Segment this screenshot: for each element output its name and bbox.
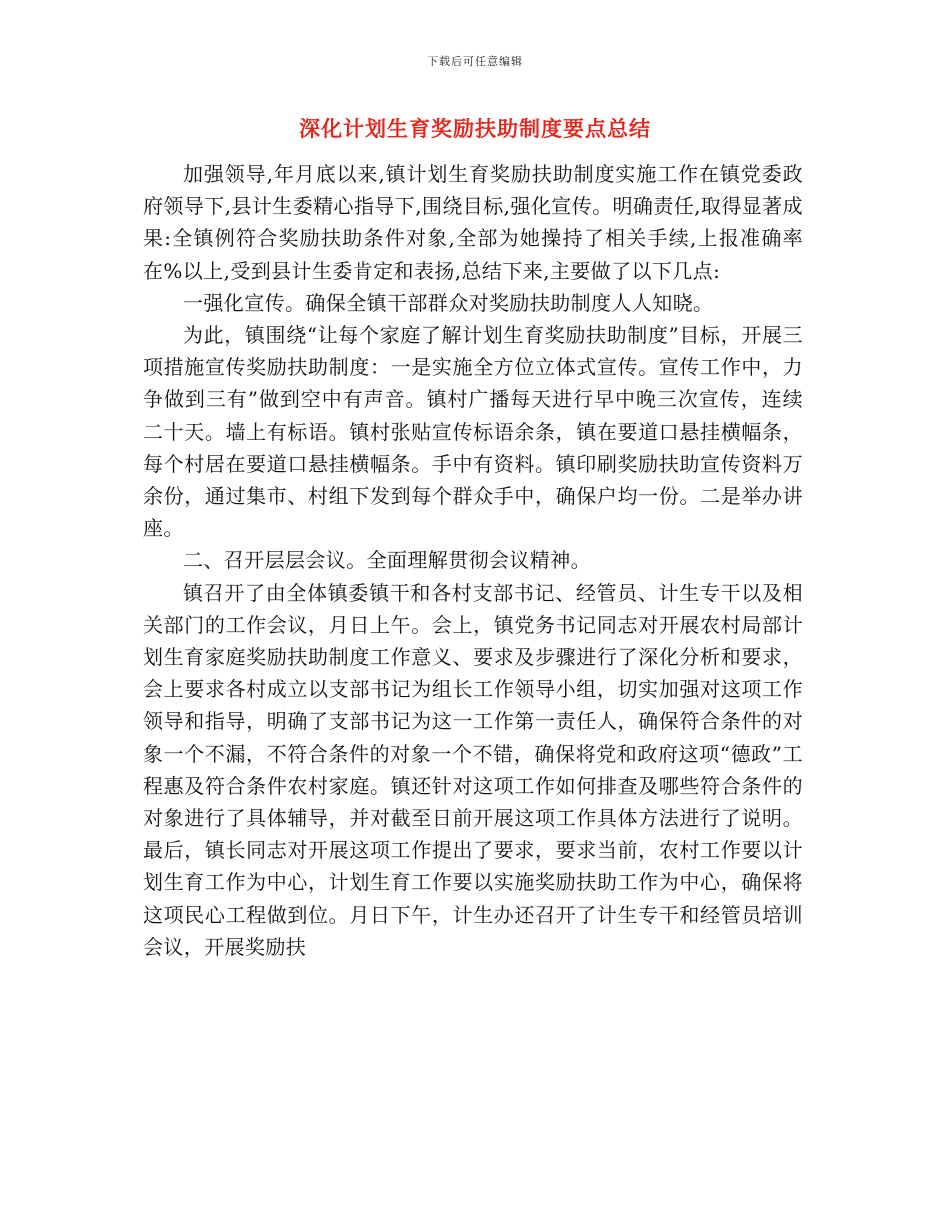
paragraph: 加强领导,年月底以来,镇计划生育奖励扶助制度实施工作在镇党委政府领导下,县计生委精心指导下,围绕目标,强化宣传。明确责任,取得显著成果:全镇例符合奖励扶助条件对象,全部为她操持了相关手续,上报准确率在%以上,受到县计生委肯定和表扬,总结下来,主要做了以下几点:	[143, 162, 803, 283]
paragraph: 二、召开层层会议。全面理解贯彻会议精神。	[183, 548, 591, 573]
paragraph: 镇召开了由全体镇委镇干和各村支部书记、经管员、计生专干以及相关部门的工作会议，月日上午。会上，镇党务书记同志对开展农村局部计划生育家庭奖励扶助制度工作意义、要求及步骤进行了深化分析和要求，会上要求各村成立以支部书记为组长工作领导小组，切实加强对这项工作领导和指导，明确了支部书记为这一工作第一责任人，确保符合条件的对象一个不漏，不符合条件的对象一个不错，确保将党和政府这项“德政”工程惠及符合条件农村家庭。镇还针对这项工作如何排查及哪些符合条件的对象进行了具体辅导，并对截至日前开展这项工作具体方法进行了说明。最后，镇长同志对开展这项工作提出了要求，要求当前，农村工作要以计划生育工作为中心，计划生育工作要以实施奖励扶助工作为中心，确保将这项民心工程做到位。月日下午，计生办还召开了计生专干和经管员培训会议，开展奖励扶	[143, 580, 803, 959]
document-body	[143, 158, 803, 963]
paragraph: 为此，镇围绕“让每个家庭了解计划生育奖励扶助制度”目标，开展三项措施宣传奖励扶助制度：一是实施全方位立体式宣传。宣传工作中，力争做到三有”做到空中有声音。镇村广播每天进行早中晚三次宣传，连续二十天。墙上有标语。镇村张贴宣传标语余条，镇在要道口悬挂横幅条，每个村居在要道口悬挂横幅条。手中有资料。镇印刷奖励扶助宣传资料万余份，通过集市、村组下发到每个群众手中，确保户均一份。二是举办讲座。	[143, 323, 803, 541]
header-note: 下载后可任意编辑	[427, 55, 523, 68]
document-title: 深化计划生育奖励扶助制度要点总结	[299, 116, 651, 141]
paragraph: 一强化宣传。确保全镇干部群众对奖励扶助制度人人知晓。	[183, 290, 714, 315]
